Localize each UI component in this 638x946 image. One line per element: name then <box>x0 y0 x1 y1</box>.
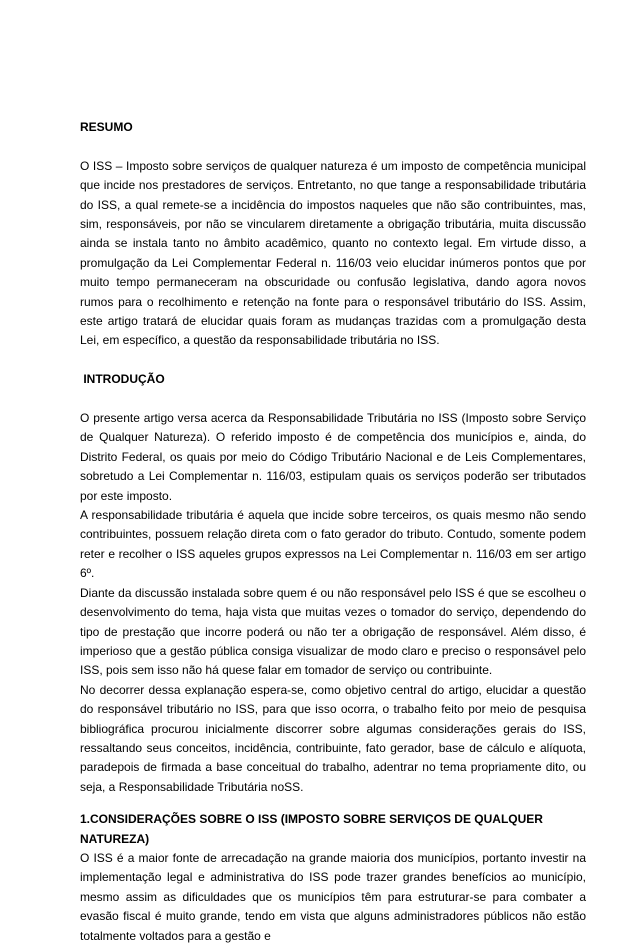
spacer <box>80 351 586 370</box>
introducao-paragraph-1: O presente artigo versa acerca da Responsabilidade Tributária no ISS (Imposto sobre Serviço de Qualquer Natureza). O referido imposto é de competência dos municípios e, ainda, do Distrito Federal, os quais por meio do Código Tributário Nacional e de Leis Complementares, sobretudo a Lei Complementar n. 116/03, estipulam quais os serviços poderão ser tributados por este imposto. <box>80 411 586 503</box>
introducao-paragraph-2: A responsabilidade tributária é aquela que incide sobre terceiros, os quais mesmo não sendo contribuintes, possuem relação direta com o fato gerador do tributo. Contudo, somente podem reter e recolher o ISS aqueles grupos expressos na Lei Complementar n. 116/03 em ser artigo 6º. <box>80 508 586 581</box>
introducao-heading: INTRODUÇÃO <box>80 372 165 387</box>
document-page <box>80 118 586 946</box>
resumo-paragraph: O ISS – Imposto sobre serviços de qualquer natureza é um imposto de competência municipal que incide nos prestadores de serviços. Entretanto, no que tange a responsabilidade tributária do ISS, a qual remete-se a incidência do impostos naqueles que não são contribuintes, mas, sim, responsáveis, por não se vincularem diretamente a obrigação tributária, muita discussão ainda se instala tanto no âmbito acadêmico, quanto no contexto legal. Em virtude disso, a promulgação da Lei Complementar Federal n. 116/03 veio elucidar inúmeros pontos que por muito tempo permaneceram na obscuridade ou confusão legislativa, dando agora novos rumos para o recolhimento e retenção na fonte para o responsável tributário do ISS. Assim, este artigo tratará de elucidar quais foram as mudanças trazidas com a promulgação desta Lei, em específico, a questão da responsabilidade tributária no ISS. <box>80 158 586 348</box>
secao1-paragraph: O ISS é a maior fonte de arrecadação na grande maioria dos municípios, portanto investir na implementação legal e administrativa do ISS pode trazer grandes benefícios ao município, mesmo assim as dificuldades que os municípios têm para estruturar-se para combater a evasão fiscal é muito grande, tendo em vista que alguns administradores públicos não estão totalmente voltados para a gestão e <box>80 850 586 943</box>
spacer <box>80 137 586 156</box>
secao1-heading: 1.CONSIDERAÇÕES SOBRE O ISS (IMPOSTO SOBRE SERVIÇOS DE QUALQUER NATUREZA) <box>80 812 543 846</box>
spacer <box>80 797 586 810</box>
spacer <box>80 390 586 409</box>
introducao-paragraph-3: Diante da discussão instalada sobre quem é ou não responsável pelo ISS é que se escolheu o desenvolvimento do tema, haja vista que muitas vezes o tomador do serviço, dependendo do tipo de prestação que incorre poderá ou não ter a obrigação de responsável. Além disso, é imperioso que a gestão pública consiga visualizar de modo claro e preciso o responsável pelo ISS, pois sem isso não há quese falar em tomador de serviço ou contribuinte. <box>80 585 586 678</box>
introducao-paragraph-4: No decorrer dessa explanação espera-se, como objetivo central do artigo, elucidar a questão do responsável tributário no ISS, para que isso ocorra, o trabalho feito por meio de pesquisa bibliográfica procurou inicialmente discorrer sobre algumas considerações gerais do ISS, ressaltando seus conceitos, incidência, contribuinte, fato gerador, base de cálculo e alíquota, paradepois de firmada a base conceitual do trabalho, adentrar no tema propriamente dito, ou seja, a Responsabilidade Tributária noSS. <box>80 682 586 794</box>
resumo-heading: RESUMO <box>80 120 133 134</box>
